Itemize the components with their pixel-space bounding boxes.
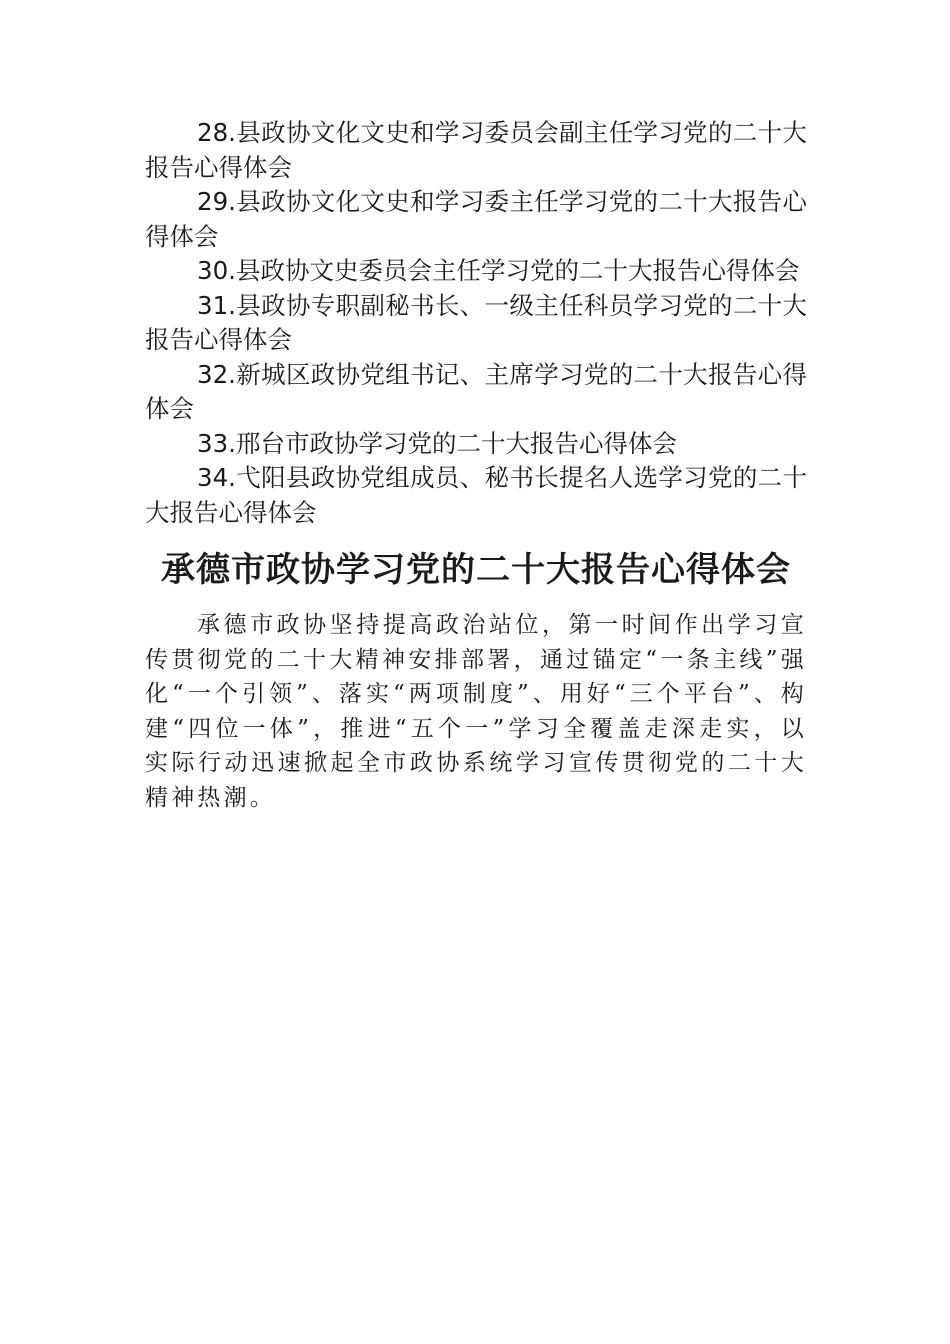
toc-item-32: 32.新城区政协党组书记、主席学习党的二十大报告心得体会 — [145, 359, 807, 423]
toc-item-31: 31.县政协专职副秘书长、一级主任科员学习党的二十大报告心得体会 — [145, 290, 807, 354]
toc-item-30: 30.县政协文史委员会主任学习党的二十大报告心得体会 — [197, 256, 800, 285]
toc-list — [145, 116, 807, 530]
document-content — [145, 116, 807, 815]
toc-item-34: 34.弋阳县政协党组成员、秘书长提名人选学习党的二十大报告心得体会 — [145, 463, 807, 527]
toc-item-33: 33.邢台市政协学习党的二十大报告心得体会 — [197, 428, 677, 458]
article-title: 承德市政协学习党的二十大报告心得体会 — [161, 550, 791, 590]
toc-item-28: 28.县政协文化文史和学习委员会副主任学习党的二十大报告心得体会 — [145, 118, 807, 182]
toc-item-29: 29.县政协文化文史和学习委主任学习党的二十大报告心得体会 — [145, 187, 807, 251]
article-paragraph: 承德市政协坚持提高政治站位，第一时间作出学习宣传贯彻党的二十大精神安排部署，通过锚定“一条主线”强化“一个引领”、落实“两项制度”、用好“三个平台”、构建“四位一体”，推进“五个一”学习全覆盖走深走实，以实际行动迅速掀起全市政协系统学习宣传贯彻党的二十大精神热潮。 — [145, 612, 807, 811]
